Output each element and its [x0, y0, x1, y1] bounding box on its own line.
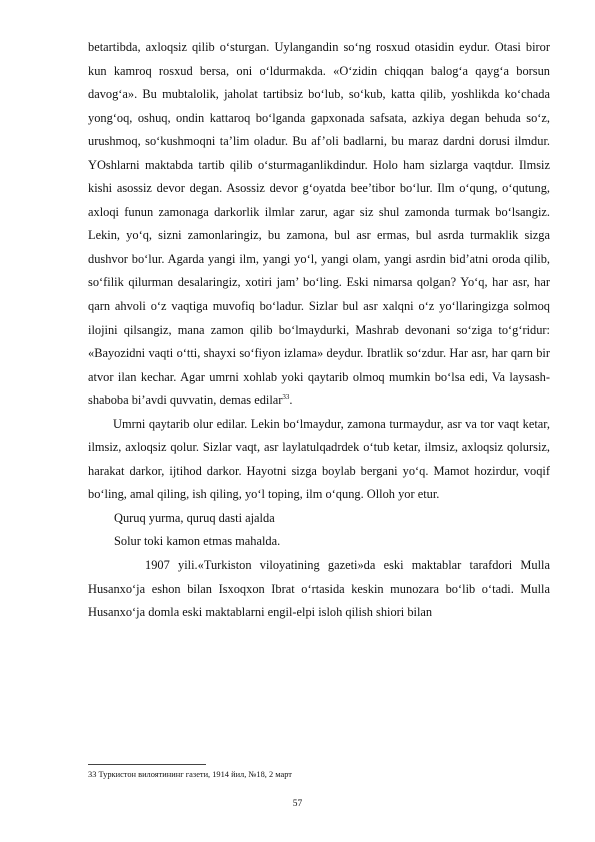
- page-number: 57: [292, 799, 303, 809]
- body-text: [88, 36, 550, 625]
- footnote-separator: [88, 764, 206, 765]
- footnote-reference[interactable]: 33: [282, 393, 290, 402]
- verse-line-1: Quruq yurma, quruq dasti ajalda: [114, 510, 275, 525]
- paragraph-1-end: .: [289, 393, 293, 408]
- paragraph-3: 1907 yili.«Turkiston viloyatining gazeti»da eski maktablar tarafdori Mulla Husanxo‘ja eshon bilan Isxoqxon Ibrat o‘rtasida keskin munozara bo‘lib o‘tadi. Mulla Husanxo‘ja domla eski maktablarni engil-elpi isloh qilish shiori bilan: [88, 558, 550, 620]
- footnote: 33 Туркистон вилоятининг газети, 1914 йил, №18, 2 март: [88, 770, 292, 779]
- verse-line-2: Solur toki kamon etmas mahalda.: [114, 534, 281, 549]
- paragraph-1-text: betartibda, axloqsiz qilib o‘sturgan. Uylangandin so‘ng rosxud otasidin eydur. Otasi biror kun kamroq rosxud bersa, oni o‘ldurmakda. «O‘zidin chiqqan balog‘a qayg‘a borsun davog‘a». Bu mubtalolik, jaholat tartibsiz bo‘lub, so‘kub, katta qilib, yoshlikda ko‘chada yong‘oq, oshuq, ondin kattaroq bo‘lganda gapxonada safsata, azkiya degan behuda so‘z, urushmoq, so‘kushmoqni ta’lim oladur. Bu af’oli badlarni, bu maraz dardni dorusi ilmdur. YOshlarni maktabda tartib qilib o‘sturmaganlikdindur. Holo ham sizlarga vaqtdur. Ilmsiz kishi asossiz devor degan. Asossiz devor g‘oyatda bee’tibor bo‘lur. Ilm o‘qung, o‘qutung, axloqi funun zamonaga darkorlik ilmlar zarur, agar siz shul zamonda turmak bo‘lsangiz. Lekin, yo‘q, sizni zamonlaringiz, bu zamona, bul asr ermas, bul asrda turmaklik sizga dushvor bo‘lur. Agarda yangi ilm, yangi yo‘l, yangi olam, yangi asrdin bid’atni oroda qilib, so‘filik qilurman desalaringiz, xotiri jam’ bo‘ling. Eski nimarsa qolgan? Yo‘q, har asr, har qarn ahvoli o‘z vaqtiga muvofiq bo‘ladur. Sizlar bul asr xalqni o‘z yo‘llaringizga solmoq ilojini qilsangiz, mana zamon qilib bo‘lmaydurki, Mashrab devonani so‘ziga to‘g‘ridur: «Bayozidni vaqti o‘tti, shayxi so‘fiyon izlama» deydur. Ibratlik so‘zdur. Har asr, har qarn bir atvor ilan kechar. Agar umrni xohlab yoki qaytarib olmoq mumkin bo‘lsa edi, Va laysash-shaboba bi’avdi quvvatin, demas edilar: [88, 40, 550, 408]
- paragraph-2: Umrni qaytarib olur edilar. Lekin bo‘lmaydur, zamona turmaydur, asr va tor vaqt ketar, ilmsiz, axloqsiz qolur. Sizlar vaqt, asr laylatulqadrdek o‘tub ketar, ilmsiz, axloqsiz qolursiz, harakat darkor, ijtihod darkor. Hayotni sizga boylab bergani yo‘q. Mamot hozirdur, voqif bo‘ling, amal qiling, ish qiling, yo‘l toping, ilm o‘qung. Olloh yor etur.: [88, 416, 550, 502]
- paragraph-1: [88, 36, 550, 413]
